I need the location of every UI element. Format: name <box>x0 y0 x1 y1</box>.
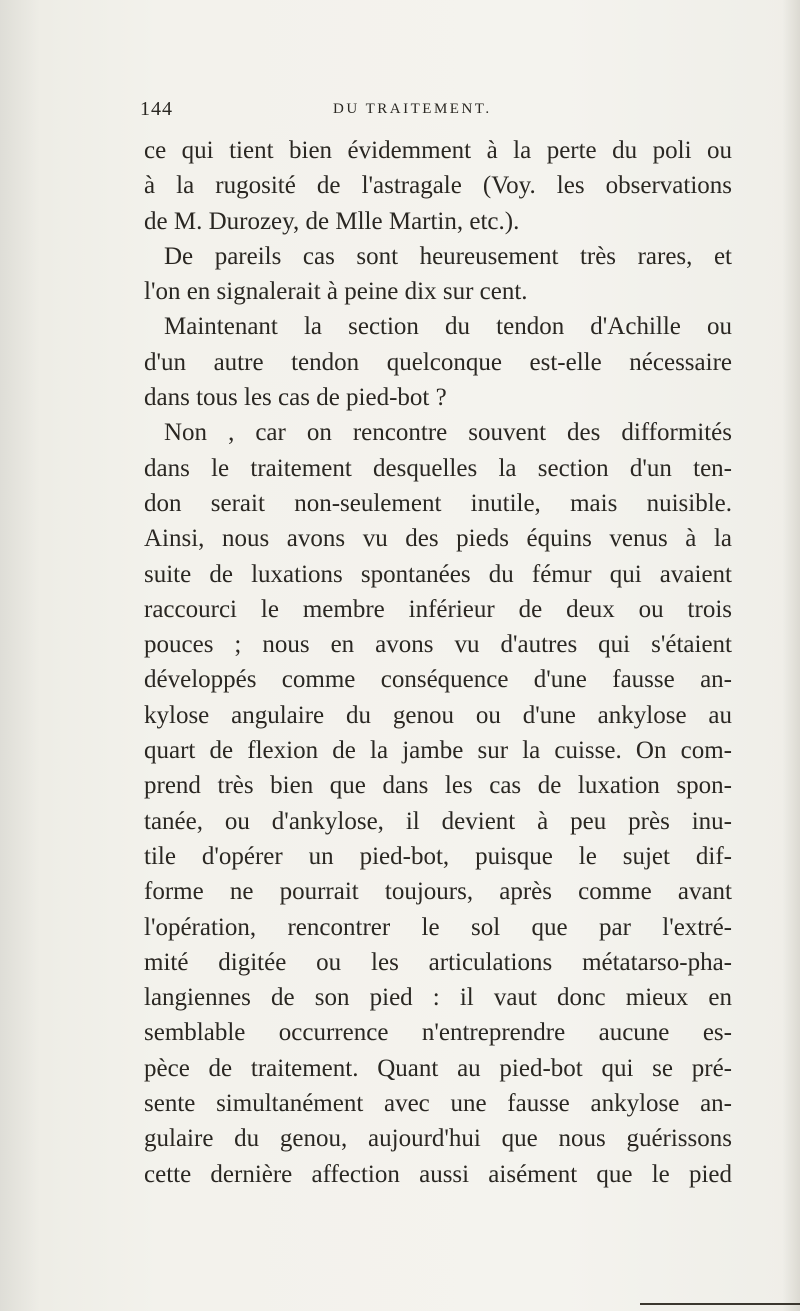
text-line: mité digitée ou les articulations métatarso-pha- <box>144 948 732 976</box>
text-line: tile d'opérer un pied-bot, puisque le sujet dif- <box>144 842 732 870</box>
text-line: l'on en signalerait à peine dix sur cent. <box>144 278 528 306</box>
text-line: don serait non-seulement inutile, mais nuisible. <box>144 489 732 517</box>
text-line: dans tous les cas de pied-bot ? <box>144 384 447 412</box>
text-line: de M. Durozey, de Mlle Martin, etc.). <box>144 207 520 235</box>
text-line: kylose angulaire du genou ou d'une ankylose au <box>144 701 732 729</box>
running-title: DU TRAITEMENT. <box>333 101 492 117</box>
text-line: semblable occurrence n'entreprendre aucune es- <box>144 1019 732 1047</box>
text-line: prend très bien que dans les cas de luxation spon- <box>144 772 732 800</box>
text-line: Non , car on rencontre souvent des difformités <box>164 419 732 447</box>
text-line: tanée, ou d'ankylose, il devient à peu près inu- <box>144 807 732 835</box>
text-line: pouces ; nous en avons vu d'autres qui s'étaient <box>144 631 732 659</box>
text-line: développés comme conséquence d'une fausse an- <box>144 666 732 694</box>
text-line: sente simultanément avec une fausse ankylose an- <box>144 1090 732 1118</box>
text-line: d'un autre tendon quelconque est-elle nécessaire <box>144 348 732 376</box>
page-header <box>140 98 720 128</box>
text-line: suite de luxations spontanées du fémur qui avaient <box>144 560 732 588</box>
text-line: langiennes de son pied : il vaut donc mieux en <box>144 984 732 1012</box>
text-line: forme ne pourrait toujours, après comme avant <box>144 878 732 906</box>
text-line: quart de flexion de la jambe sur la cuisse. On com- <box>144 737 732 765</box>
text-line: gulaire du genou, aujourd'hui que nous guérissons <box>144 1125 732 1153</box>
body-text <box>144 133 744 1192</box>
text-line: ce qui tient bien évidemment à la perte du poli ou <box>144 137 732 164</box>
bottom-edge-line <box>640 1303 800 1305</box>
text-line: Maintenant la section du tendon d'Achille ou <box>164 313 732 341</box>
text-line: pèce de traitement. Quant au pied-bot qui se pré- <box>144 1054 732 1082</box>
page-number: 144 <box>140 98 173 120</box>
text-line: à la rugosité de l'astragale (Voy. les observations <box>144 172 732 200</box>
text-line: cette dernière affection aussi aisément que le pied <box>144 1160 732 1188</box>
page-edge-shadow <box>782 0 800 1311</box>
text-line: dans le traitement desquelles la section d'un ten- <box>144 454 732 482</box>
text-line: Ainsi, nous avons vu des pieds équins venus à la <box>144 525 732 553</box>
text-line: l'opération, rencontrer le sol que par l'extré- <box>144 913 732 941</box>
text-line: raccourci le membre inférieur de deux ou trois <box>144 595 732 623</box>
page-fold-shadow <box>0 0 40 1311</box>
text-line: De pareils cas sont heureusement très rares, et <box>164 242 732 270</box>
